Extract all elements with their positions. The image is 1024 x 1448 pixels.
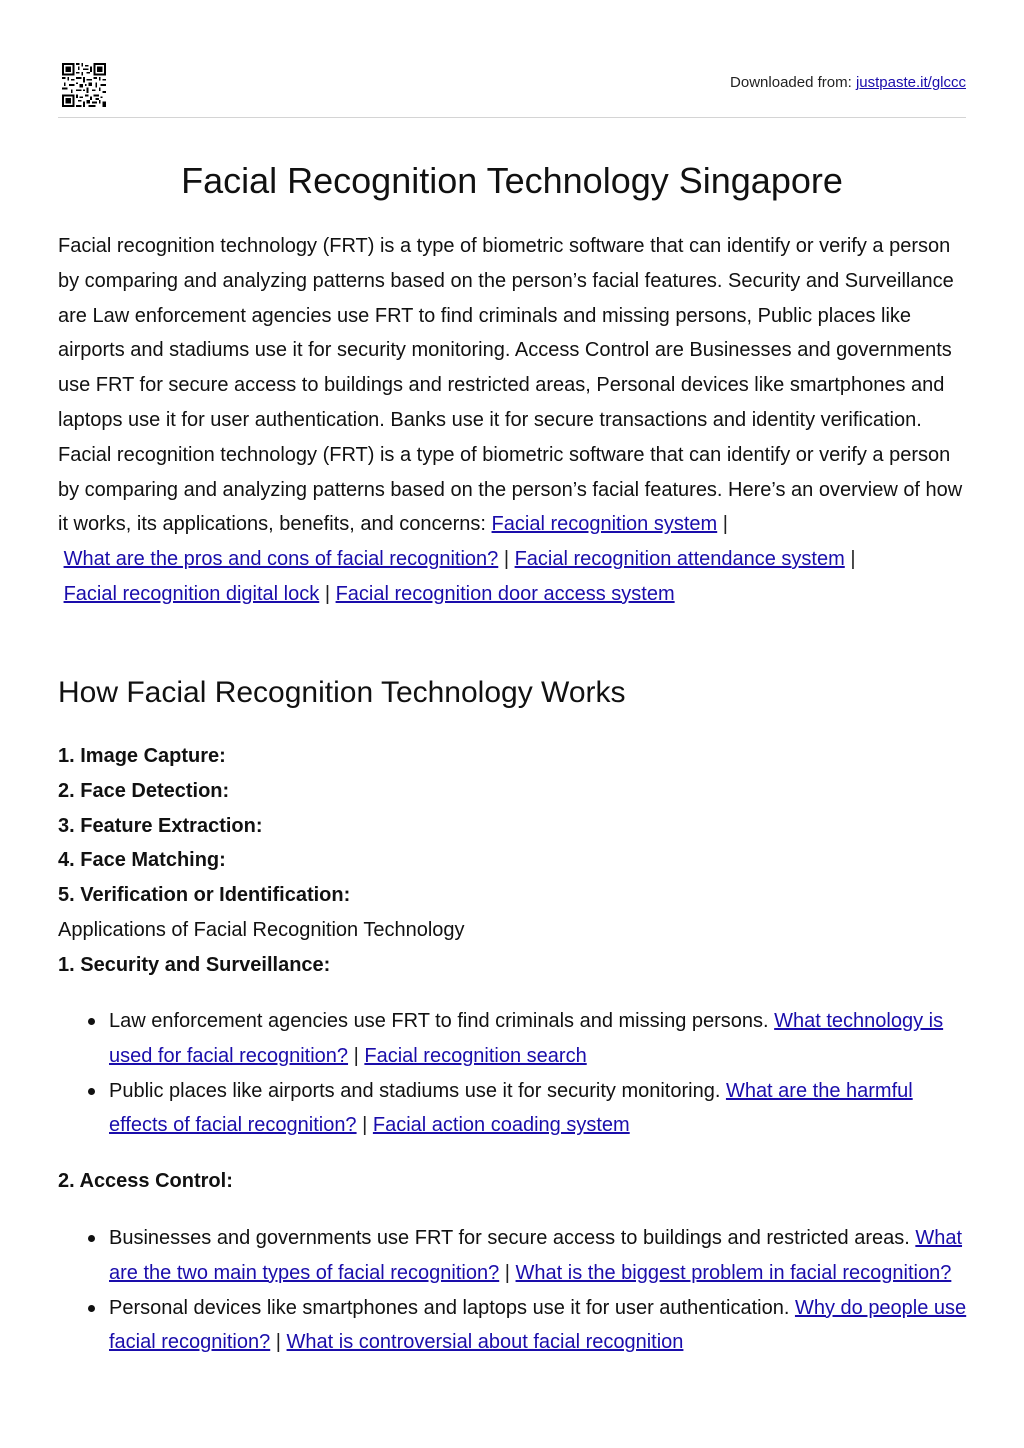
step-item: 2. Face Detection: bbox=[58, 779, 230, 802]
security-list bbox=[58, 1004, 968, 1143]
list-item-text: Personal devices like smartphones and laptops use it for user authentication. bbox=[109, 1296, 795, 1319]
link-facial-recognition-system[interactable]: Facial recognition system bbox=[491, 513, 718, 536]
page-title: Facial Recognition Technology Singapore bbox=[181, 160, 843, 201]
list-item bbox=[58, 1221, 968, 1291]
intro-paragraph-1: Facial recognition technology (FRT) is a type of biometric software that can identify or verify a person by comparing and analyzing patterns based on the person’s facial features. Security and Surveillance are Law enforcement agencies use FRT to find criminals and missing persons, Public places like airports and stadiums use it for security monitoring. Access Control are Businesses and governments use FRT for secure access to buildings and restricted areas, Personal devices like smartphones and laptops use it for user authentication. Banks use it for secure transactions and identity verification. bbox=[58, 235, 954, 431]
access-control-list bbox=[58, 1221, 968, 1360]
intro-paragraph-2 bbox=[58, 438, 968, 612]
qr-code-icon bbox=[62, 63, 106, 107]
link-separator: | bbox=[275, 1331, 281, 1354]
intro-paragraph-2-text: Facial recognition technology (FRT) is a type of biometric software that can identify or verify a person by comparing and analyzing patterns based on the person’s facial features. Here’s an overview of how it works, its applications, benefits, and concerns: bbox=[58, 443, 963, 536]
link-pros-and-cons[interactable]: What are the pros and cons of facial recognition? bbox=[63, 548, 499, 571]
document-page bbox=[58, 0, 967, 1354]
step-item: 1. Image Capture: bbox=[58, 745, 226, 767]
link-why-use[interactable]: Why do people use facial recognition? bbox=[109, 1296, 967, 1354]
link-controversial[interactable]: What is controversial about facial recognition bbox=[286, 1331, 684, 1354]
source-link[interactable]: justpaste.it/glccc bbox=[855, 74, 966, 91]
link-separator: | bbox=[503, 548, 510, 571]
list-item-text: Law enforcement agencies use FRT to find criminals and missing persons. bbox=[109, 1010, 775, 1032]
applications-label: Applications of Facial Recognition Technology bbox=[58, 918, 465, 941]
link-technology-used[interactable]: What technology is used for facial recognition? bbox=[109, 1010, 944, 1067]
link-separator: | bbox=[362, 1114, 368, 1137]
section-heading-security: 1. Security and Surveillance: bbox=[58, 953, 331, 976]
page-header bbox=[58, 0, 966, 118]
list-item bbox=[58, 1074, 968, 1144]
link-two-main-types[interactable]: What are the two main types of facial recognition? bbox=[109, 1227, 963, 1284]
link-separator: | bbox=[504, 1261, 510, 1284]
link-separator: | bbox=[850, 548, 856, 571]
list-item bbox=[58, 1291, 968, 1361]
list-item-text: Public places like airports and stadiums use it for security monitoring. bbox=[109, 1079, 726, 1102]
link-separator: | bbox=[353, 1044, 359, 1067]
link-attendance-system[interactable]: Facial recognition attendance system bbox=[514, 548, 845, 571]
link-door-access-system[interactable]: Facial recognition door access system bbox=[335, 582, 675, 605]
link-separator: | bbox=[324, 582, 331, 605]
link-separator: | bbox=[722, 513, 728, 536]
how-it-works-heading: How Facial Recognition Technology Works bbox=[58, 676, 626, 709]
downloaded-label: Downloaded from: bbox=[730, 74, 852, 91]
link-digital-lock[interactable]: Facial recognition digital lock bbox=[63, 582, 320, 605]
link-harmful-effects[interactable]: What are the harmful effects of facial recognition? bbox=[109, 1079, 913, 1137]
download-source bbox=[730, 74, 966, 91]
step-item: 5. Verification or Identification: bbox=[58, 884, 351, 907]
section-heading-access-control: 2. Access Control: bbox=[58, 1170, 233, 1192]
steps-list bbox=[58, 739, 968, 983]
link-action-coding-system[interactable]: Facial action coading system bbox=[372, 1114, 630, 1137]
step-item: 3. Feature Extraction: bbox=[58, 814, 263, 837]
step-item: 4. Face Matching: bbox=[58, 849, 226, 872]
list-item-text: Businesses and governments use FRT for secure access to buildings and restricted areas. bbox=[109, 1227, 916, 1249]
link-recognition-search[interactable]: Facial recognition search bbox=[364, 1044, 587, 1067]
list-item bbox=[58, 1004, 968, 1074]
intro-section bbox=[58, 229, 968, 612]
link-biggest-problem[interactable]: What is the biggest problem in facial recognition? bbox=[515, 1261, 952, 1284]
